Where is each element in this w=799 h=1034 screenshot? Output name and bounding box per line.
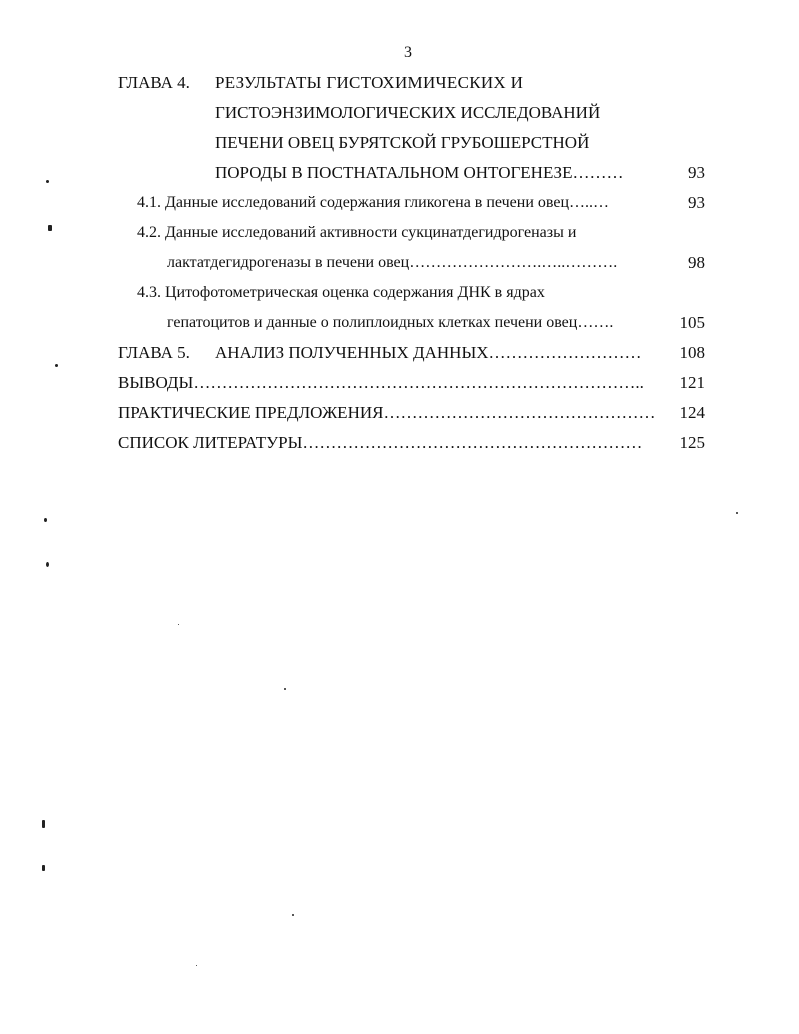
conclusions-page: 121 (679, 373, 705, 392)
section-4-2-title-line2: лактатдегидрогеназы в печени овец…………………….…..………. (167, 254, 618, 271)
references-title: СПИСОК ЛИТЕРАТУРЫ…………………………………………………… (118, 433, 643, 452)
toc-section-4-3-line2 (0, 312, 799, 334)
chapter5-title: АНАЛИЗ ПОЛУЧЕННЫХ ДАННЫХ……………………… (215, 343, 642, 362)
scan-speck (736, 512, 738, 514)
toc-chapter4-line4 (0, 162, 799, 184)
section-4-3-title-line2: гепатоцитов и данные о полиплоидных клетках печени овец……. (167, 314, 614, 331)
scan-speck (44, 518, 47, 522)
page-number: 3 (404, 44, 412, 61)
section-4-1-page: 93 (688, 193, 705, 212)
toc-practical-proposals (0, 402, 799, 424)
section-4-1-title: 4.1. Данные исследований содержания гликогена в печени овец…..… (137, 194, 610, 211)
section-4-3-title-line1: 4.3. Цитофотометрическая оценка содержания ДНК в ядрах (137, 284, 545, 301)
section-4-2-title-line1: 4.2. Данные исследований активности сукцинатдегидрогеназы и (137, 224, 577, 241)
scan-speck (46, 562, 49, 567)
toc-chapter4-line3 (0, 132, 799, 154)
scan-speck (284, 688, 286, 690)
scan-speck (42, 865, 45, 871)
toc-conclusions (0, 372, 799, 394)
toc-references (0, 432, 799, 454)
chapter5-label: ГЛАВА 5. (118, 343, 190, 362)
scan-speck (196, 965, 197, 966)
chapter5-page: 108 (679, 343, 705, 362)
section-4-2-page: 98 (688, 253, 705, 272)
practical-proposals-title: ПРАКТИЧЕСКИЕ ПРЕДЛОЖЕНИЯ………………………………………… (118, 403, 656, 422)
references-page: 125 (679, 433, 705, 452)
chapter4-label: ГЛАВА 4. (118, 73, 190, 92)
scan-speck (42, 820, 45, 828)
scan-speck (48, 225, 52, 231)
scan-speck (46, 180, 49, 183)
scan-speck (292, 914, 294, 916)
toc-section-4-3-line1 (0, 282, 799, 304)
toc-section-4-1 (0, 192, 799, 214)
conclusions-title: ВЫВОДЫ…………………………………………………………………….. (118, 373, 644, 392)
chapter4-title-line3: ПЕЧЕНИ ОВЕЦ БУРЯТСКОЙ ГРУБОШЕРСТНОЙ (215, 133, 590, 152)
toc-chapter4-line2 (0, 102, 799, 124)
practical-proposals-page: 124 (679, 403, 705, 422)
section-4-3-page: 105 (679, 313, 705, 332)
scan-speck (178, 624, 179, 625)
toc-section-4-2-line2 (0, 252, 799, 274)
chapter4-title-line4: ПОРОДЫ В ПОСТНАТАЛЬНОМ ОНТОГЕНЕЗЕ……… (215, 163, 624, 182)
scan-speck (55, 364, 58, 367)
chapter4-title-line1: РЕЗУЛЬТАТЫ ГИСТОХИМИЧЕСКИХ И (215, 73, 524, 92)
toc-chapter5 (0, 342, 799, 364)
toc-chapter4-line1 (0, 72, 799, 94)
chapter4-page: 93 (688, 163, 705, 182)
chapter4-title-line2: ГИСТОЭНЗИМОЛОГИЧЕСКИХ ИССЛЕДОВАНИЙ (215, 103, 601, 122)
toc-section-4-2-line1 (0, 222, 799, 244)
